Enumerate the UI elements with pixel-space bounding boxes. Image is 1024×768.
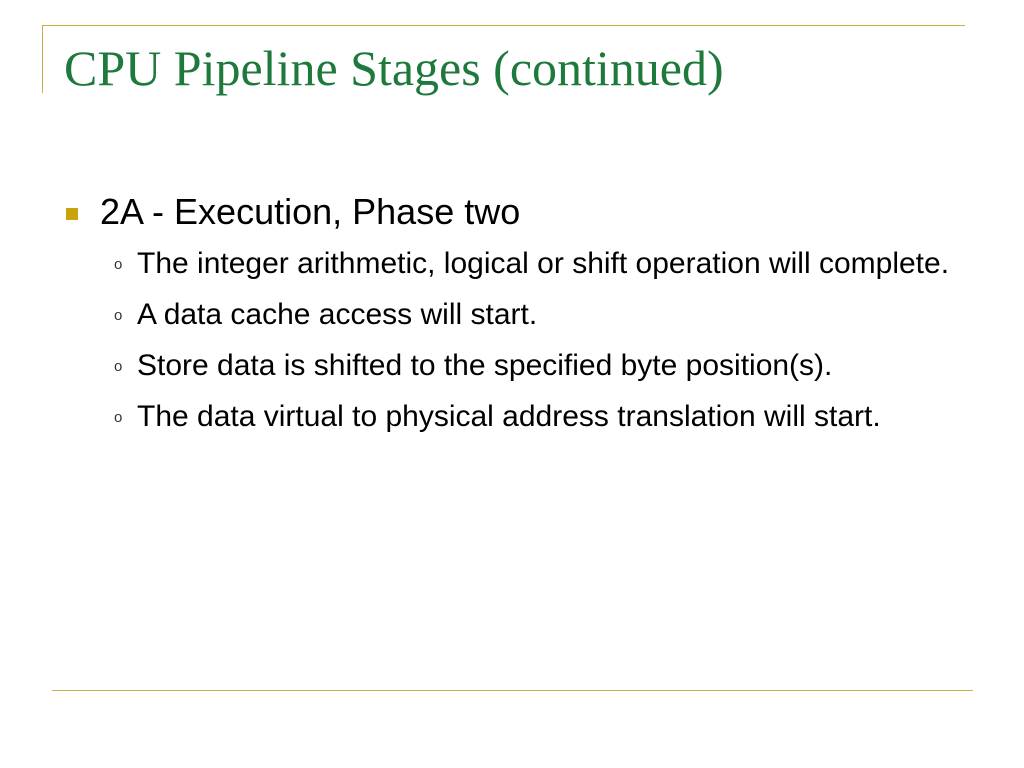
slide-content <box>66 188 986 446</box>
circle-bullet-icon: o <box>114 307 123 324</box>
sub-bullet-text: A data cache access will start. <box>137 298 538 331</box>
frame-top-line <box>42 25 965 26</box>
bullet-text: 2A - Execution, Phase two <box>100 191 521 232</box>
sub-bullet-item <box>66 344 977 388</box>
bullet-item <box>66 188 986 236</box>
sub-bullet-text: The data virtual to physical address translation will start. <box>137 400 881 433</box>
sub-bullet-item <box>66 242 977 286</box>
circle-bullet-icon: o <box>114 358 123 375</box>
slide-title: CPU Pipeline Stages (continued) <box>64 40 724 96</box>
circle-bullet-icon: o <box>114 256 123 273</box>
sub-bullet-list <box>66 242 986 439</box>
sub-bullet-item <box>66 293 977 337</box>
sub-bullet-item <box>66 395 977 439</box>
square-bullet-icon <box>66 208 78 220</box>
footer-divider <box>52 690 973 691</box>
frame-left-line <box>42 25 43 93</box>
sub-bullet-text: Store data is shifted to the specified byte position(s). <box>137 349 833 382</box>
sub-bullet-text: The integer arithmetic, logical or shift operation will complete. <box>137 247 950 280</box>
circle-bullet-icon: o <box>114 409 123 426</box>
